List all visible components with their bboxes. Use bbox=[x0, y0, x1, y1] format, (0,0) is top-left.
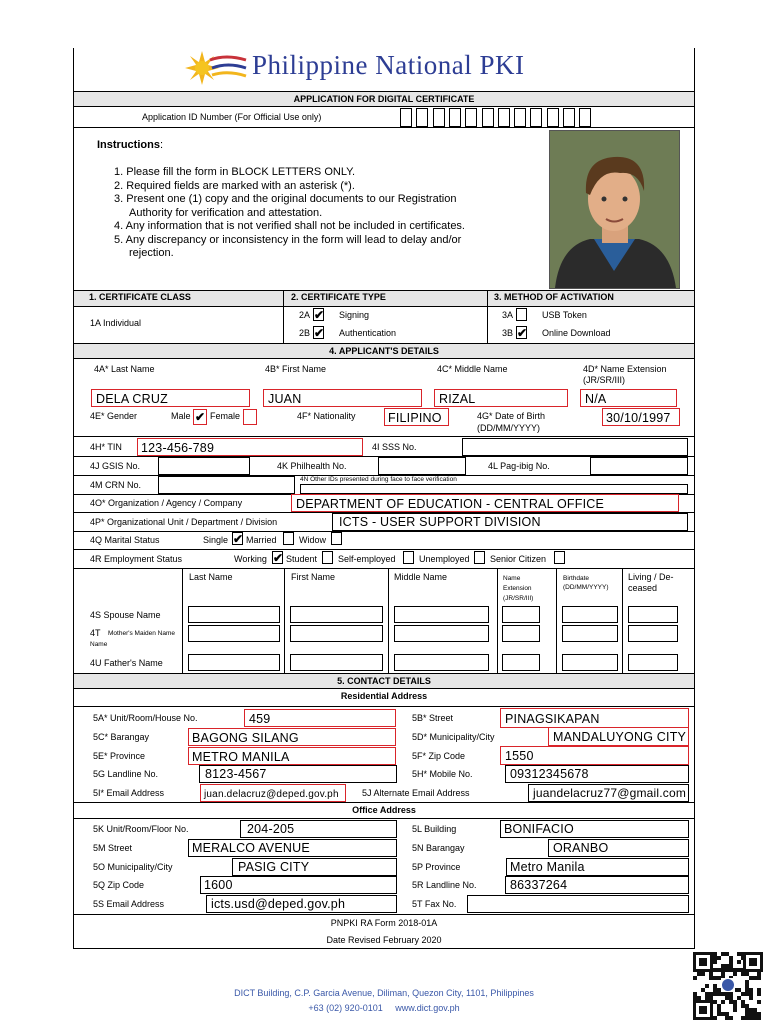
other-ids-field[interactable] bbox=[300, 484, 688, 494]
student-label: Student bbox=[286, 554, 318, 564]
date-revised: Date Revised February 2020 bbox=[326, 935, 442, 945]
first-name-field[interactable]: JUAN bbox=[263, 389, 422, 407]
off-brgy-label: 5N Barangay bbox=[412, 843, 465, 853]
res-mobile-label: 5H* Mobile No. bbox=[412, 769, 473, 779]
parent-name-cell[interactable] bbox=[502, 625, 540, 642]
app-id-digit-box[interactable] bbox=[416, 108, 428, 127]
other-ids-label: 4N Other IDs presented during face to face verification bbox=[300, 476, 457, 483]
married-checkbox[interactable] bbox=[283, 532, 294, 545]
married-label: Married bbox=[246, 535, 277, 545]
crn-label: 4M CRN No. bbox=[90, 480, 142, 490]
off-prov-field[interactable]: Metro Manila bbox=[506, 858, 689, 876]
alt-email-field[interactable]: juandelacruz77@gmail.com bbox=[528, 784, 689, 802]
parent-name-cell[interactable] bbox=[290, 654, 383, 671]
ext-field[interactable]: N/A bbox=[580, 389, 677, 407]
self-employed-checkbox[interactable] bbox=[403, 551, 414, 564]
philhealth-label: 4K Philhealth No. bbox=[277, 461, 347, 471]
widow-label: Widow bbox=[299, 535, 327, 545]
self-employed-label: Self-employed bbox=[338, 554, 396, 564]
crn-field[interactable] bbox=[158, 476, 295, 494]
col-birth-label: Birthdate (DD/MM/YYYY) bbox=[563, 575, 609, 591]
app-id-digit-box[interactable] bbox=[465, 108, 477, 127]
cert-class-header: 1. CERTIFICATE CLASS bbox=[89, 292, 191, 302]
single-label: Single bbox=[203, 535, 229, 545]
off-zip-label: 5Q Zip Code bbox=[93, 880, 145, 890]
app-id-digit-box[interactable] bbox=[547, 108, 559, 127]
single-checkbox[interactable]: ✔ bbox=[233, 532, 244, 546]
app-id-boxes[interactable] bbox=[400, 108, 600, 127]
applicant-photo bbox=[549, 130, 680, 289]
unit-field[interactable]: ICTS - USER SUPPORT DIVISION bbox=[332, 513, 688, 531]
online-label: Online Download bbox=[542, 328, 611, 338]
res-brgy-label: 5C* Barangay bbox=[93, 732, 150, 742]
res-unit-field[interactable]: 459 bbox=[244, 709, 396, 727]
col-middle-label: Middle Name bbox=[394, 572, 448, 582]
dob-label: 4G* Date of Birth bbox=[477, 411, 546, 421]
authentication-checkbox[interactable]: ✔ bbox=[314, 326, 325, 340]
parent-name-cell[interactable] bbox=[562, 654, 618, 671]
parent-name-cell[interactable] bbox=[628, 654, 678, 671]
dob-field[interactable]: 30/10/1997 bbox=[602, 408, 680, 426]
off-email-field[interactable]: icts.usd@deped.gov.ph bbox=[206, 895, 397, 913]
method-3b-label: 3B bbox=[502, 328, 514, 338]
app-id-digit-box[interactable] bbox=[400, 108, 412, 127]
method-3a-label: 3A bbox=[502, 310, 514, 320]
applicant-header: 4. APPLICANT'S DETAILS bbox=[74, 344, 694, 358]
middle-name-label: 4C* Middle Name bbox=[437, 364, 508, 374]
form-title: APPLICATION FOR DIGITAL CERTIFICATE bbox=[74, 92, 694, 106]
tin-label: 4H* TIN bbox=[90, 442, 122, 452]
cert-type-header: 2. CERTIFICATE TYPE bbox=[291, 292, 386, 302]
res-unit-label: 5A* Unit/Room/House No. bbox=[93, 713, 198, 723]
app-id-digit-box[interactable] bbox=[433, 108, 445, 127]
res-prov-label: 5E* Province bbox=[93, 751, 146, 761]
app-id-digit-box[interactable] bbox=[482, 108, 494, 127]
signing-label: Signing bbox=[339, 310, 370, 320]
off-street-field[interactable]: MERALCO AVENUE bbox=[188, 839, 397, 857]
org-field[interactable]: DEPARTMENT OF EDUCATION - CENTRAL OFFICE bbox=[291, 494, 679, 512]
type-2a-label: 2A bbox=[299, 310, 311, 320]
app-id-digit-box[interactable] bbox=[498, 108, 510, 127]
method-header: 3. METHOD OF ACTIVATION bbox=[494, 292, 614, 302]
spouse-label: 4S Spouse Name bbox=[90, 610, 161, 620]
parent-name-cell[interactable] bbox=[628, 606, 678, 623]
mother-sub-label: Mother's Maiden Name bbox=[108, 630, 175, 637]
parent-name-cell[interactable] bbox=[562, 606, 618, 623]
parent-name-cell[interactable] bbox=[290, 606, 383, 623]
parent-name-cell[interactable] bbox=[562, 625, 618, 642]
off-unit-field[interactable]: 204-205 bbox=[240, 820, 397, 838]
type-2b-label: 2B bbox=[299, 328, 311, 338]
middle-name-field[interactable]: RIZAL bbox=[434, 389, 568, 407]
authentication-label: Authentication bbox=[339, 328, 397, 338]
qr-code-icon bbox=[693, 952, 763, 1020]
footer-contact: +63 (02) 920-0101 www.dict.gov.ph bbox=[308, 1003, 460, 1013]
col-first-label: First Name bbox=[291, 572, 336, 582]
app-id-label: Application ID Number (For Official Use only) bbox=[142, 112, 322, 122]
gsis-field[interactable] bbox=[158, 457, 250, 475]
off-email-label: 5S Email Address bbox=[93, 899, 165, 909]
parent-name-cell[interactable] bbox=[394, 606, 489, 623]
res-email-field[interactable]: juan.delacruz@deped.gov.ph bbox=[200, 784, 346, 802]
res-prov-field[interactable]: METRO MANILA bbox=[188, 747, 396, 765]
app-id-digit-box[interactable] bbox=[514, 108, 526, 127]
male-label: Male bbox=[171, 411, 191, 421]
dob-format-label: (DD/MM/YYYY) bbox=[477, 423, 540, 433]
app-id-digit-box[interactable] bbox=[579, 108, 591, 127]
working-checkbox[interactable]: ✔ bbox=[273, 551, 284, 565]
father-label: 4U Father's Name bbox=[90, 658, 163, 668]
off-fax-label: 5T Fax No. bbox=[412, 899, 457, 909]
mother-label: 4T bbox=[90, 628, 101, 638]
application-form: Philippine National PKI APPLICATION FOR DIGITAL CERTIFICATE Application ID Number (For Official Use only) Instructions: 1. Please fill the form in BLOCK LETTERS ONLY. 2. Required fields are marked with an asterisk (*). 3. Present one (1) copy and the original documents to our Registration Authority for verification and attestation. 4. Any information that is not verified shall not be included in certificates. 5. Any discrepancy or inconsistency in the form will lead to delay and/or rejection. 1. CERTIFICATE CLASS 2. CERTIFICATE TYPE 3. METHOD OF ACTIVATION 1A Individual 2A ✔ Signing 2B ✔ Authentication 3A USB Token 3B ✔ Online Download 4. APPLICANT'S DETAILS 4A* Last Name 4B* First Name 4C* Middle Name 4D* Name Extension (JR/SR/III) DELA CRUZ JUAN RIZAL N/A 4E* Gender Male ✔ Female 4F* Nationality FILIPINO 4G* Date of Birth (DD/MM/YYYY) 30/10/1997 4H* TIN 123-456-789 4I SSS No. 4J GSIS No. 4K Philhealth No. 4L Pag-ibig No. 4M CRN No. 4N Other IDs presented during face to face verification 4O* Organization / Agency / Company DEPARTMENT OF EDUCATION - CENTRAL OFFICE 4P* Organizational Unit / Department / Division ICTS - USER SUPPORT DIVISION 4Q Marital Status Single ✔ Married Widow 4R Employment Status Working ✔ Student Self-employed Unemployed Senior Citizen Last Name First Name Middle Name Name Extension (JR/SR/III) Birthdate (DD/MM/YYYY) Living / De- ceased 4S Spouse Name 4T Mother's Maiden Name Name 4U Father's Name 5. CONTACT DETAILS Residential Address 5A* Unit/Room/House No. 459 5B* Street PINAGSIKAPAN 5C* Barangay BAGONG SILANG 5D* Municipality/City MANDALUYONG CITY 5E* Province METRO MANILA 5F* Zip Code 1550 5G Landline No. 8123-4567 5H* Mobile No. 09312345678 5I* Email Address juan.delacruz@deped.gov.ph 5J Alternate Email Address juandelacruz77@gmail.com Office Address 5K Unit/Room/Floor No. 204-205 5L Building BONIFACIO 5M Street MERALCO AVENUE 5N Barangay ORANBO 5O Municipality/City PASIG CITY 5P Province Metro Manila 5Q Zip Code 1600 5R Landline No. 86337264 5S Email Address icts.usd@deped.gov.ph 5T Fax No. PNPKI RA Form 2018-01A Date Revised February 2020 DICT Building, C.P. Garcia Avenue, Diliman, Quezon City, 1101, Philippines +63 (02) 920-0101 www.dict.gov.ph bbox=[0, 0, 768, 1024]
form-number: PNPKI RA Form 2018-01A bbox=[330, 918, 438, 928]
employment-label: 4R Employment Status bbox=[90, 554, 183, 564]
avatar bbox=[550, 131, 679, 288]
off-street-label: 5M Street bbox=[93, 843, 133, 853]
gender-label: 4E* Gender bbox=[90, 411, 138, 421]
res-mobile-field[interactable]: 09312345678 bbox=[505, 765, 689, 783]
parent-name-cell[interactable] bbox=[188, 654, 280, 671]
off-brgy-field[interactable]: ORANBO bbox=[548, 839, 689, 857]
off-unit-label: 5K Unit/Room/Floor No. bbox=[93, 824, 189, 834]
org-label: 4O* Organization / Agency / Company bbox=[90, 498, 243, 508]
student-checkbox[interactable] bbox=[322, 551, 333, 564]
parent-name-cell[interactable] bbox=[394, 654, 489, 671]
col-last-label: Last Name bbox=[189, 572, 233, 582]
app-id-digit-box[interactable] bbox=[530, 108, 542, 127]
off-landline-field[interactable]: 86337264 bbox=[505, 876, 689, 894]
off-bldg-label: 5L Building bbox=[412, 824, 457, 834]
last-name-field[interactable]: DELA CRUZ bbox=[91, 389, 250, 407]
tin-field[interactable]: 123-456-789 bbox=[137, 438, 363, 456]
res-brgy-field[interactable]: BAGONG SILANG bbox=[188, 728, 396, 746]
footer-address: DICT Building, C.P. Garcia Avenue, Diliman, Quezon City, 1101, Philippines bbox=[234, 988, 534, 998]
res-muni-label: 5D* Municipality/City bbox=[412, 732, 495, 742]
marital-label: 4Q Marital Status bbox=[90, 535, 160, 545]
off-fax-field[interactable] bbox=[467, 895, 689, 913]
female-checkbox[interactable] bbox=[243, 409, 257, 425]
instructions-title: Instructions: bbox=[97, 139, 164, 151]
unemployed-checkbox[interactable] bbox=[474, 551, 485, 564]
app-id-digit-box[interactable] bbox=[563, 108, 575, 127]
pagibig-field[interactable] bbox=[590, 457, 688, 475]
first-name-label: 4B* First Name bbox=[265, 364, 327, 374]
pagibig-label: 4L Pag-ibig No. bbox=[488, 461, 550, 471]
last-name-label: 4A* Last Name bbox=[94, 364, 155, 374]
gsis-label: 4J GSIS No. bbox=[90, 461, 141, 471]
parent-name-cell[interactable] bbox=[394, 625, 489, 642]
off-muni-field[interactable]: PASIG CITY bbox=[232, 858, 397, 876]
app-id-digit-box[interactable] bbox=[449, 108, 461, 127]
parent-name-cell[interactable] bbox=[290, 625, 383, 642]
res-landline-label: 5G Landline No. bbox=[93, 769, 159, 779]
unemployed-label: Unemployed bbox=[419, 554, 470, 564]
parent-name-cell[interactable] bbox=[188, 606, 280, 623]
signing-checkbox[interactable]: ✔ bbox=[314, 308, 325, 322]
parent-name-cell[interactable] bbox=[502, 654, 540, 671]
female-label: Female bbox=[210, 411, 241, 421]
instructions-list: 1. Please fill the form in BLOCK LETTERS ONLY. 2. Required fields are marked with an asterisk (*). 3. Present one (1) copy and the original documents to our Registration Authority for verification and attestation. 4. Any information that is not verified shall not be included in certificates. 5. Any discrepancy or inconsistency in the form will lead to delay and/or rejection. bbox=[114, 166, 465, 259]
sss-field[interactable] bbox=[462, 438, 688, 456]
widow-checkbox[interactable] bbox=[331, 532, 342, 545]
usb-checkbox[interactable] bbox=[516, 308, 527, 321]
online-checkbox[interactable]: ✔ bbox=[517, 326, 528, 340]
res-street-field[interactable]: PINAGSIKAPAN bbox=[500, 708, 689, 728]
off-bldg-field[interactable]: BONIFACIO bbox=[500, 820, 689, 838]
office-header: Office Address bbox=[352, 805, 416, 815]
off-prov-label: 5P Province bbox=[412, 862, 461, 872]
working-label: Working bbox=[234, 554, 267, 564]
nationality-field[interactable]: FILIPINO bbox=[384, 408, 449, 426]
res-zip-field[interactable]: 1550 bbox=[500, 746, 689, 765]
contact-header: 5. CONTACT DETAILS bbox=[74, 674, 694, 688]
senior-label: Senior Citizen bbox=[490, 554, 547, 564]
res-street-label: 5B* Street bbox=[412, 713, 454, 723]
philhealth-field[interactable] bbox=[378, 457, 466, 475]
individual-label: 1A Individual bbox=[90, 318, 142, 328]
col-living-label: Living / De- ceased bbox=[628, 572, 674, 593]
sss-label: 4I SSS No. bbox=[372, 442, 417, 452]
unit-label: 4P* Organizational Unit / Department / Division bbox=[90, 517, 278, 527]
alt-email-label: 5J Alternate Email Address bbox=[362, 788, 470, 798]
parent-name-cell[interactable] bbox=[628, 625, 678, 642]
res-zip-label: 5F* Zip Code bbox=[412, 751, 466, 761]
res-email-label: 5I* Email Address bbox=[93, 788, 165, 798]
sun-logo-icon bbox=[176, 48, 248, 86]
off-muni-label: 5O Municipality/City bbox=[93, 862, 173, 872]
res-muni-field[interactable]: MANDALUYONG CITY bbox=[548, 727, 689, 746]
usb-label: USB Token bbox=[542, 310, 587, 320]
male-checkbox[interactable]: ✔ bbox=[195, 410, 206, 424]
col-ext-label: Name Extension (JR/SR/III) bbox=[503, 575, 534, 602]
off-zip-field[interactable]: 1600 bbox=[200, 876, 397, 894]
senior-checkbox[interactable] bbox=[554, 551, 565, 564]
parent-name-cell[interactable] bbox=[502, 606, 540, 623]
page-title: Philippine National PKI bbox=[252, 50, 525, 80]
res-landline-field[interactable]: 8123-4567 bbox=[199, 765, 397, 783]
nationality-label: 4F* Nationality bbox=[297, 411, 356, 421]
ext-label: 4D* Name Extension (JR/SR/III) bbox=[583, 364, 667, 385]
parent-name-cell[interactable] bbox=[188, 625, 280, 642]
residential-header: Residential Address bbox=[340, 691, 428, 701]
off-landline-label: 5R Landline No. bbox=[412, 880, 477, 890]
